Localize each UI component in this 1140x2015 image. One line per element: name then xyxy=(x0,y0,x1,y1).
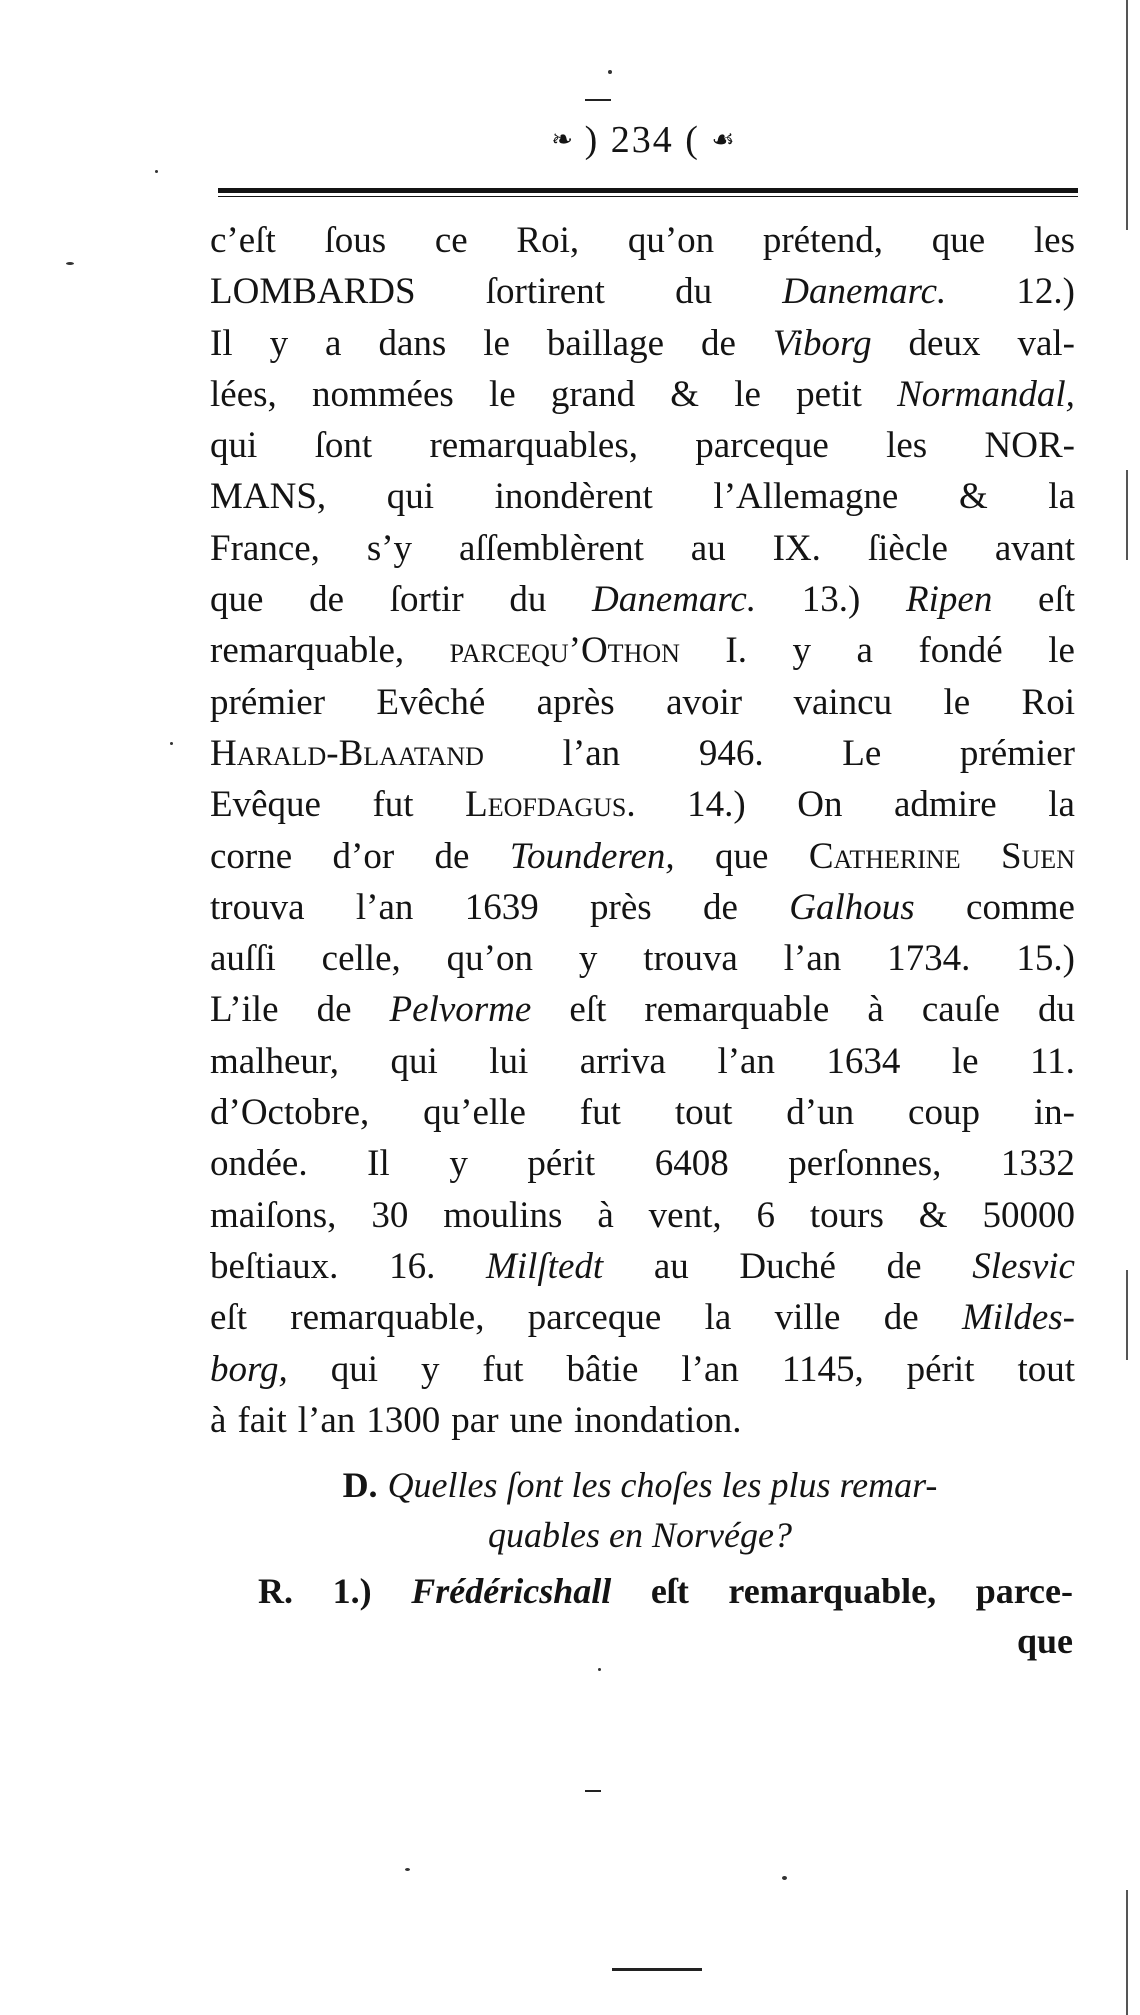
word: remarquable xyxy=(644,989,830,1031)
catchword: que xyxy=(1016,1621,1073,1661)
word: qui xyxy=(386,476,435,518)
word: aſſemblèrent xyxy=(458,527,644,569)
margin-line xyxy=(1126,470,1128,560)
word: 946. xyxy=(698,732,764,774)
word: ſous xyxy=(324,220,387,261)
word: ondée. xyxy=(210,1143,308,1185)
word: Roi xyxy=(1021,681,1075,723)
word: du xyxy=(675,271,713,313)
word: France, xyxy=(210,527,320,569)
word: petit xyxy=(796,373,862,415)
word: Leofdagus. xyxy=(465,784,636,826)
word: Evêque xyxy=(210,784,321,826)
word: malheur, xyxy=(210,1040,339,1082)
word: Normandal, xyxy=(897,373,1075,415)
word: de xyxy=(701,322,736,364)
word: deux xyxy=(908,322,981,364)
word: baillage xyxy=(546,322,665,364)
text-line xyxy=(210,1190,1075,1241)
word: remarquable, xyxy=(210,630,405,672)
word: ſiècle xyxy=(867,527,948,569)
word: borg, xyxy=(210,1348,288,1390)
text-line xyxy=(210,1292,1075,1343)
text-line xyxy=(210,779,1075,830)
header-rule-thin xyxy=(218,196,1078,197)
word: moulins xyxy=(443,1194,563,1236)
word: de xyxy=(883,1297,919,1339)
word: 50000 xyxy=(982,1194,1075,1236)
word: s’y xyxy=(366,527,413,569)
word: Duché xyxy=(739,1245,836,1287)
word: & xyxy=(670,373,700,415)
word: maiſons, xyxy=(210,1194,337,1236)
word: Evêché xyxy=(376,681,486,723)
word: y xyxy=(269,322,289,364)
speck-mark xyxy=(598,1668,601,1671)
word: grand xyxy=(550,373,636,415)
word: 11. xyxy=(1030,1040,1075,1082)
word: vent, xyxy=(648,1194,722,1236)
word: Slesvic xyxy=(972,1245,1075,1287)
word: le xyxy=(951,1040,979,1082)
word: y xyxy=(792,630,812,672)
word: Pelvorme xyxy=(389,989,532,1031)
word: y xyxy=(578,938,598,980)
word: lui xyxy=(489,1040,529,1082)
word: On xyxy=(797,784,843,826)
word: qui xyxy=(330,1348,379,1390)
word: d’or xyxy=(332,835,395,877)
speck-mark xyxy=(170,742,173,745)
word: 13.) xyxy=(801,579,861,621)
word: fait xyxy=(237,1399,287,1441)
word: l’an xyxy=(681,1348,739,1390)
speck-mark xyxy=(608,70,612,74)
word: Tounderen, xyxy=(509,835,675,877)
word: corne xyxy=(210,835,293,877)
word: cauſe xyxy=(921,989,1000,1031)
word: Harald-Blaatand xyxy=(210,732,484,774)
word: ville xyxy=(774,1297,841,1339)
text-line xyxy=(210,215,1075,266)
word: qui xyxy=(390,1040,438,1082)
word: qu’on xyxy=(446,938,533,980)
word: Milſtedt xyxy=(486,1245,604,1287)
ornament-left-icon: ❧ xyxy=(551,125,574,154)
word: que xyxy=(931,220,986,261)
word: I. xyxy=(725,630,747,672)
text-line xyxy=(210,1395,1075,1446)
word: Galhous xyxy=(789,886,915,928)
word: fut xyxy=(482,1348,524,1390)
word: à xyxy=(867,989,884,1031)
margin-line xyxy=(1126,1890,1128,2015)
answer-line xyxy=(258,1566,1073,1616)
word: comme xyxy=(966,886,1075,928)
word: eſt xyxy=(569,989,607,1031)
page-header xyxy=(213,118,1073,168)
word: 15.) xyxy=(1016,938,1075,980)
word: ſortir xyxy=(389,579,464,621)
word: 14.) xyxy=(687,784,746,826)
word: 1145, xyxy=(781,1348,864,1390)
word: Viborg xyxy=(772,322,872,364)
word: & xyxy=(918,1194,948,1236)
word: Mildes- xyxy=(961,1297,1075,1339)
word: qui xyxy=(210,425,258,467)
word: avoir xyxy=(666,681,743,723)
word: tout xyxy=(674,1092,733,1134)
word: Ripen xyxy=(906,579,993,621)
word: eſt xyxy=(1038,579,1075,621)
word: val- xyxy=(1017,322,1075,364)
word: remarquables, xyxy=(429,425,638,467)
word: l’an xyxy=(717,1040,775,1082)
word: que xyxy=(715,835,769,877)
word: 1634 xyxy=(826,1040,901,1082)
question-line xyxy=(260,1460,1020,1510)
word: prétend, xyxy=(762,220,884,261)
text-line xyxy=(210,369,1075,420)
header-rule xyxy=(218,188,1078,193)
word: que xyxy=(210,579,264,621)
word: prémier xyxy=(959,732,1075,774)
word: 1734. xyxy=(887,938,971,980)
word: a xyxy=(325,322,342,364)
word: l’an xyxy=(297,1399,356,1441)
word: coup xyxy=(908,1092,980,1134)
word: a xyxy=(856,630,873,672)
word: Le xyxy=(842,732,882,774)
speck-mark xyxy=(66,262,74,265)
word: le xyxy=(734,373,761,415)
word: près xyxy=(590,886,652,928)
word: NOR- xyxy=(984,425,1075,467)
margin-line xyxy=(1126,1270,1128,1360)
word: Il xyxy=(210,322,233,364)
speck-mark xyxy=(155,170,158,173)
speck-mark xyxy=(405,1868,410,1871)
word: qu’elle xyxy=(423,1092,526,1134)
word: qu’on xyxy=(627,220,715,261)
question-text: Quelles ſont les choſes les plus remar- xyxy=(387,1465,938,1505)
text-line xyxy=(210,933,1075,984)
word: de xyxy=(309,579,345,621)
word: beſtiaux. xyxy=(210,1245,339,1287)
answer-word: remarquable, xyxy=(728,1571,937,1611)
word: tours xyxy=(809,1194,884,1236)
word: Danemarc. xyxy=(782,271,947,313)
word: les xyxy=(1033,220,1075,261)
text-line xyxy=(210,523,1075,574)
word: le xyxy=(483,322,510,364)
text-line xyxy=(210,677,1075,728)
word: bâtie xyxy=(566,1348,639,1390)
word: l’an xyxy=(562,732,621,774)
word: le xyxy=(1048,630,1075,672)
word: d’Octobre, xyxy=(210,1092,370,1134)
word: ce xyxy=(434,220,468,261)
text-line xyxy=(210,318,1075,369)
word: prémier xyxy=(210,681,326,723)
word: les xyxy=(886,425,928,467)
word: 1332 xyxy=(1000,1143,1075,1185)
word: l’Allemagne xyxy=(713,476,899,518)
word: du xyxy=(1037,989,1075,1031)
word: perſonnes, xyxy=(788,1143,942,1185)
word: eſt xyxy=(210,1297,247,1339)
word: l’an xyxy=(783,938,842,980)
word: le xyxy=(488,373,516,415)
word: 6 xyxy=(756,1194,776,1236)
word: par xyxy=(451,1399,499,1441)
word: trouva xyxy=(210,886,305,928)
word: auſſi xyxy=(210,938,276,980)
word: au xyxy=(690,527,726,569)
word: IX. xyxy=(772,527,821,569)
answer-label: R. xyxy=(258,1571,293,1611)
word: L’ile xyxy=(210,989,279,1031)
word: une xyxy=(509,1399,563,1441)
word: Roi, xyxy=(516,220,580,261)
word: avant xyxy=(994,527,1075,569)
word: de xyxy=(434,835,470,877)
word: la xyxy=(1048,476,1075,518)
word: y xyxy=(449,1143,468,1185)
word: au xyxy=(653,1245,689,1287)
word: d’un xyxy=(786,1092,855,1134)
word: LOMBARDS xyxy=(210,271,416,313)
word: 12.) xyxy=(1016,271,1075,313)
word: de xyxy=(703,886,738,928)
answer-word: parce- xyxy=(975,1571,1073,1611)
text-line xyxy=(210,882,1075,933)
word: celle, xyxy=(321,938,401,980)
word: in- xyxy=(1033,1092,1075,1134)
answer-place: Frédéricshall xyxy=(411,1571,612,1611)
word: parcequ’Othon xyxy=(449,630,680,672)
text-line xyxy=(210,831,1075,882)
word: arriva xyxy=(579,1040,666,1082)
answer-block xyxy=(258,1566,1073,1616)
text-line xyxy=(210,574,1075,625)
answer-number: 1.) xyxy=(332,1571,372,1611)
word: parceque xyxy=(695,425,829,467)
word: à xyxy=(597,1194,614,1236)
word: trouva xyxy=(643,938,738,980)
word: fut xyxy=(372,784,414,826)
word: la xyxy=(1048,784,1075,826)
word: ſont xyxy=(314,425,373,467)
word: périt xyxy=(906,1348,975,1390)
ornament-right-icon: ☙ xyxy=(711,125,735,154)
answer-word: eſt xyxy=(650,1571,689,1611)
word: 1300 xyxy=(366,1399,441,1441)
word: de xyxy=(316,989,352,1031)
question-label: D. xyxy=(342,1465,378,1505)
word: l’an xyxy=(355,886,414,928)
body-text xyxy=(210,215,1075,1446)
word: à xyxy=(210,1399,227,1441)
word: admire xyxy=(894,784,997,826)
page-number: ) 234 ( xyxy=(584,119,700,161)
word: la xyxy=(704,1297,732,1339)
smudge-mark xyxy=(585,1790,601,1792)
word: nommées xyxy=(311,373,454,415)
word: 16. xyxy=(389,1245,436,1287)
word: y xyxy=(420,1348,440,1390)
word: fondé xyxy=(918,630,1003,672)
word: périt xyxy=(527,1143,596,1185)
margin-line xyxy=(1126,0,1128,230)
text-line xyxy=(210,471,1075,522)
word: lées, xyxy=(210,373,277,415)
text-line xyxy=(210,1036,1075,1087)
word: Suen xyxy=(1000,835,1075,877)
word: vaincu xyxy=(793,681,893,723)
word: Catherine xyxy=(808,835,961,877)
word: 6408 xyxy=(654,1143,729,1185)
text-line xyxy=(210,266,1075,317)
word: du xyxy=(509,579,547,621)
word: le xyxy=(943,681,971,723)
word: inondation. xyxy=(573,1399,742,1441)
question-block xyxy=(260,1460,1020,1560)
text-line xyxy=(210,1087,1075,1138)
word: & xyxy=(958,476,988,518)
word: inondèrent xyxy=(494,476,653,518)
text-line xyxy=(210,728,1075,779)
word: tout xyxy=(1017,1348,1075,1390)
word: dans xyxy=(378,322,447,364)
word: ſortirent xyxy=(485,271,605,313)
text-line xyxy=(210,420,1075,471)
speck-mark xyxy=(782,1876,787,1880)
word: parceque xyxy=(527,1297,662,1339)
smudge-mark xyxy=(585,99,611,101)
word: Danemarc. xyxy=(592,579,757,621)
word: de xyxy=(886,1245,922,1287)
word: Il xyxy=(367,1143,390,1185)
text-line xyxy=(210,1241,1075,1292)
word: 30 xyxy=(371,1194,409,1236)
word: fut xyxy=(579,1092,621,1134)
word: MANS, xyxy=(210,476,327,518)
text-line xyxy=(210,1138,1075,1189)
word: 1639 xyxy=(464,886,539,928)
text-line xyxy=(210,1344,1075,1395)
question-line: quables en Norvége? xyxy=(488,1515,792,1555)
smudge-mark xyxy=(612,1968,702,1971)
text-line xyxy=(210,625,1075,676)
word: remarquable, xyxy=(290,1297,485,1339)
word: c’eſt xyxy=(210,220,276,261)
text-line xyxy=(210,984,1075,1035)
word: après xyxy=(536,681,615,723)
